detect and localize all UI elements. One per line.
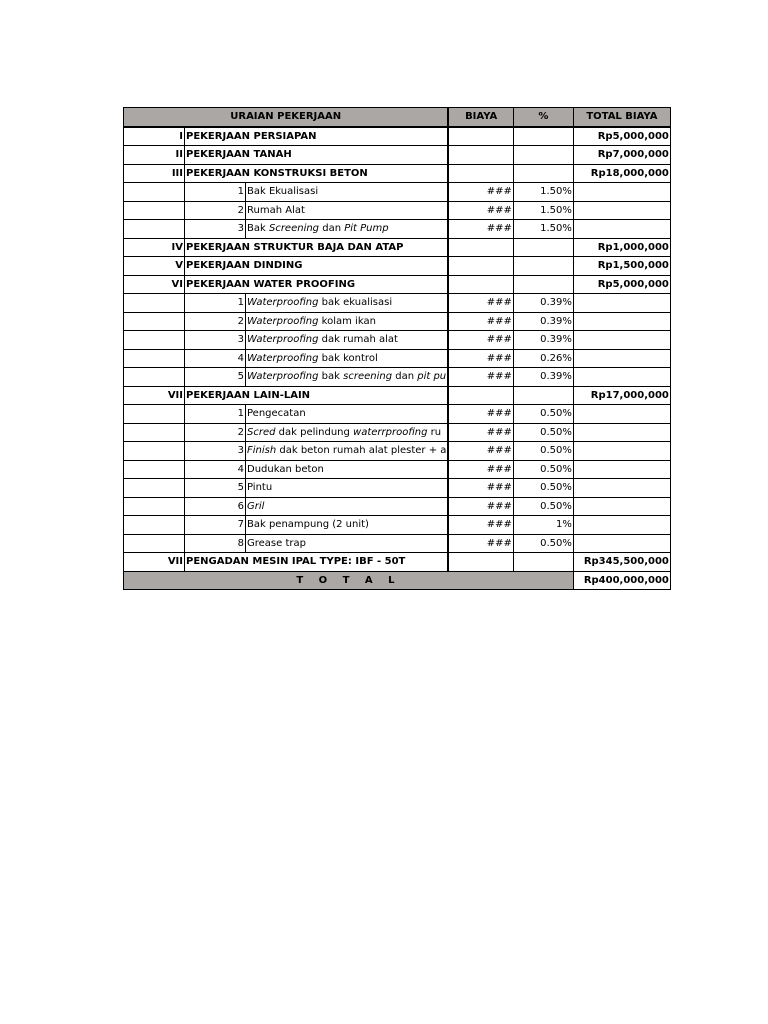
item-description-part: Bak penampung (2 unit): [247, 519, 369, 531]
item-blank: [124, 368, 185, 387]
section-number: V: [124, 257, 185, 276]
item-description-part: Grease trap: [247, 537, 306, 549]
item-number: 3: [185, 220, 246, 239]
item-persen: 1%: [513, 516, 573, 535]
section-total: Rp1,500,000: [573, 257, 670, 276]
item-blank: [124, 183, 185, 202]
item-description: [246, 460, 449, 479]
section-title: PENGADAN MESIN IPAL TYPE: IBF - 50T: [185, 553, 449, 572]
item-total: [573, 220, 670, 239]
item-description-part: Pintu: [247, 482, 273, 494]
item-number: 8: [185, 534, 246, 553]
item-number: 1: [185, 405, 246, 424]
section-row: [124, 127, 671, 146]
item-blank: [124, 516, 185, 535]
item-description: [246, 183, 449, 202]
section-title: PEKERJAAN PERSIAPAN: [185, 127, 449, 146]
item-description: [246, 405, 449, 424]
section-total: Rp7,000,000: [573, 146, 670, 165]
item-number: 2: [185, 423, 246, 442]
item-row: [124, 201, 671, 220]
item-description-part: Dudukan beton: [247, 463, 324, 475]
section-number: I: [124, 127, 185, 146]
item-biaya: ###: [448, 516, 513, 535]
section-title: PEKERJAAN TANAH: [185, 146, 449, 165]
section-biaya: [448, 257, 513, 276]
item-row: [124, 442, 671, 461]
item-persen: 1.50%: [513, 201, 573, 220]
table-body: [124, 127, 671, 572]
item-description-part: Bak: [247, 223, 269, 235]
item-persen: 1.50%: [513, 183, 573, 202]
item-description: [246, 442, 449, 461]
item-description: [246, 294, 449, 313]
item-number: 3: [185, 442, 246, 461]
section-row: [124, 238, 671, 257]
header-row: [124, 108, 671, 127]
item-biaya: ###: [448, 331, 513, 350]
item-biaya: ###: [448, 294, 513, 313]
item-description-part: ru: [427, 426, 442, 438]
item-biaya: ###: [448, 460, 513, 479]
total-value: Rp400,000,000: [573, 571, 670, 590]
item-persen: 0.26%: [513, 349, 573, 368]
item-row: [124, 331, 671, 350]
item-blank: [124, 294, 185, 313]
total-label: T O T A L: [124, 571, 574, 590]
item-total: [573, 312, 670, 331]
item-row: [124, 183, 671, 202]
section-persen: [513, 164, 573, 183]
header-uraian: URAIAN PEKERJAAN: [124, 108, 449, 127]
item-description-part: Bak Ekualisasi: [247, 186, 319, 198]
item-row: [124, 405, 671, 424]
section-biaya: [448, 386, 513, 405]
section-title: PEKERJAAN WATER PROOFING: [185, 275, 449, 294]
item-description-part: Waterproofing: [247, 371, 319, 383]
item-blank: [124, 312, 185, 331]
cost-table: [123, 107, 671, 590]
item-biaya: ###: [448, 201, 513, 220]
item-total: [573, 349, 670, 368]
item-description-part: Gril: [247, 500, 265, 512]
section-persen: [513, 275, 573, 294]
section-total: Rp1,000,000: [573, 238, 670, 257]
item-row: [124, 516, 671, 535]
item-total: [573, 479, 670, 498]
item-description: [246, 331, 449, 350]
section-persen: [513, 257, 573, 276]
item-blank: [124, 220, 185, 239]
item-description-part: dak rumah alat: [318, 334, 398, 346]
item-number: 1: [185, 294, 246, 313]
item-persen: 0.39%: [513, 312, 573, 331]
item-description-part: bak: [318, 371, 344, 383]
section-row: [124, 164, 671, 183]
item-biaya: ###: [448, 368, 513, 387]
section-total: Rp17,000,000: [573, 386, 670, 405]
item-total: [573, 331, 670, 350]
item-description-part: dak pelindung: [275, 426, 354, 438]
item-total: [573, 183, 670, 202]
section-persen: [513, 146, 573, 165]
section-total: Rp18,000,000: [573, 164, 670, 183]
section-title: PEKERJAAN DINDING: [185, 257, 449, 276]
item-description: [246, 349, 449, 368]
item-description-part: Waterproofing: [247, 297, 319, 309]
item-description-part: Pit Pump: [344, 223, 389, 235]
section-persen: [513, 386, 573, 405]
section-total: Rp345,500,000: [573, 553, 670, 572]
item-blank: [124, 349, 185, 368]
item-total: [573, 497, 670, 516]
item-description: [246, 516, 449, 535]
section-biaya: [448, 164, 513, 183]
item-description: [246, 534, 449, 553]
item-total: [573, 423, 670, 442]
item-number: 3: [185, 331, 246, 350]
item-persen: 0.50%: [513, 405, 573, 424]
section-total: Rp5,000,000: [573, 275, 670, 294]
item-row: [124, 220, 671, 239]
item-total: [573, 368, 670, 387]
item-description-part: Waterproofing: [247, 315, 319, 327]
item-persen: 0.50%: [513, 534, 573, 553]
section-number: VII: [124, 386, 185, 405]
item-description-part: bak ekualisasi: [318, 297, 393, 309]
section-biaya: [448, 275, 513, 294]
item-biaya: ###: [448, 479, 513, 498]
item-number: 4: [185, 460, 246, 479]
item-row: [124, 294, 671, 313]
item-description: [246, 479, 449, 498]
item-blank: [124, 442, 185, 461]
item-description-part: Scred: [247, 426, 276, 438]
item-biaya: ###: [448, 405, 513, 424]
header-persen: %: [513, 108, 573, 127]
section-number: VI: [124, 275, 185, 294]
item-description-part: waterrproofing: [353, 426, 428, 438]
item-total: [573, 442, 670, 461]
section-number: III: [124, 164, 185, 183]
section-biaya: [448, 146, 513, 165]
item-description-part: Finish: [247, 445, 277, 457]
item-row: [124, 368, 671, 387]
item-total: [573, 405, 670, 424]
item-row: [124, 497, 671, 516]
section-title: PEKERJAAN STRUKTUR BAJA DAN ATAP: [185, 238, 449, 257]
item-number: 1: [185, 183, 246, 202]
item-biaya: ###: [448, 497, 513, 516]
item-description-part: Screening: [268, 223, 320, 235]
section-row: [124, 553, 671, 572]
section-biaya: [448, 553, 513, 572]
item-description-part: dak beton rumah alat plester + a: [276, 445, 447, 457]
item-total: [573, 460, 670, 479]
item-persen: 0.50%: [513, 497, 573, 516]
item-description: [246, 220, 449, 239]
item-number: 4: [185, 349, 246, 368]
item-persen: 0.39%: [513, 368, 573, 387]
item-row: [124, 349, 671, 368]
item-description-part: bak kontrol: [318, 352, 378, 364]
item-description-part: Pengecatan: [247, 408, 306, 420]
item-blank: [124, 534, 185, 553]
item-blank: [124, 460, 185, 479]
header-total-biaya: TOTAL BIAYA: [573, 108, 670, 127]
item-blank: [124, 497, 185, 516]
item-description-part: dan: [392, 371, 418, 383]
item-biaya: ###: [448, 423, 513, 442]
section-number: VII: [124, 553, 185, 572]
item-description: [246, 423, 449, 442]
total-row: [124, 571, 671, 590]
item-blank: [124, 479, 185, 498]
section-title: PEKERJAAN KONSTRUKSI BETON: [185, 164, 449, 183]
item-total: [573, 201, 670, 220]
item-description: [246, 497, 449, 516]
item-persen: 1.50%: [513, 220, 573, 239]
section-row: [124, 386, 671, 405]
item-description-part: Waterproofing: [247, 352, 319, 364]
section-biaya: [448, 127, 513, 146]
item-description-part: pit pu: [417, 371, 447, 383]
item-number: 2: [185, 312, 246, 331]
item-number: 5: [185, 479, 246, 498]
item-number: 6: [185, 497, 246, 516]
item-persen: 0.50%: [513, 479, 573, 498]
item-description-part: kolam ikan: [318, 315, 376, 327]
item-blank: [124, 331, 185, 350]
item-biaya: ###: [448, 183, 513, 202]
section-number: IV: [124, 238, 185, 257]
item-biaya: ###: [448, 534, 513, 553]
item-description: [246, 201, 449, 220]
section-row: [124, 146, 671, 165]
section-persen: [513, 238, 573, 257]
item-description: [246, 368, 449, 387]
item-persen: 0.39%: [513, 331, 573, 350]
item-biaya: ###: [448, 312, 513, 331]
item-description: [246, 312, 449, 331]
item-persen: 0.50%: [513, 460, 573, 479]
section-persen: [513, 127, 573, 146]
item-number: 7: [185, 516, 246, 535]
item-description-part: screening: [343, 371, 393, 383]
item-biaya: ###: [448, 442, 513, 461]
item-row: [124, 534, 671, 553]
item-row: [124, 460, 671, 479]
section-row: [124, 275, 671, 294]
section-row: [124, 257, 671, 276]
item-persen: 0.50%: [513, 442, 573, 461]
item-biaya: ###: [448, 220, 513, 239]
item-blank: [124, 405, 185, 424]
section-persen: [513, 553, 573, 572]
section-biaya: [448, 238, 513, 257]
item-blank: [124, 201, 185, 220]
item-row: [124, 423, 671, 442]
item-persen: 0.39%: [513, 294, 573, 313]
item-row: [124, 479, 671, 498]
header-biaya: BIAYA: [448, 108, 513, 127]
item-row: [124, 312, 671, 331]
item-total: [573, 516, 670, 535]
item-number: 2: [185, 201, 246, 220]
item-total: [573, 294, 670, 313]
item-total: [573, 534, 670, 553]
section-total: Rp5,000,000: [573, 127, 670, 146]
section-title: PEKERJAAN LAIN-LAIN: [185, 386, 449, 405]
item-blank: [124, 423, 185, 442]
item-persen: 0.50%: [513, 423, 573, 442]
item-biaya: ###: [448, 349, 513, 368]
item-description-part: Rumah Alat: [247, 204, 305, 216]
item-number: 5: [185, 368, 246, 387]
item-description-part: Waterproofing: [247, 334, 319, 346]
item-description-part: dan: [319, 223, 345, 235]
section-number: II: [124, 146, 185, 165]
